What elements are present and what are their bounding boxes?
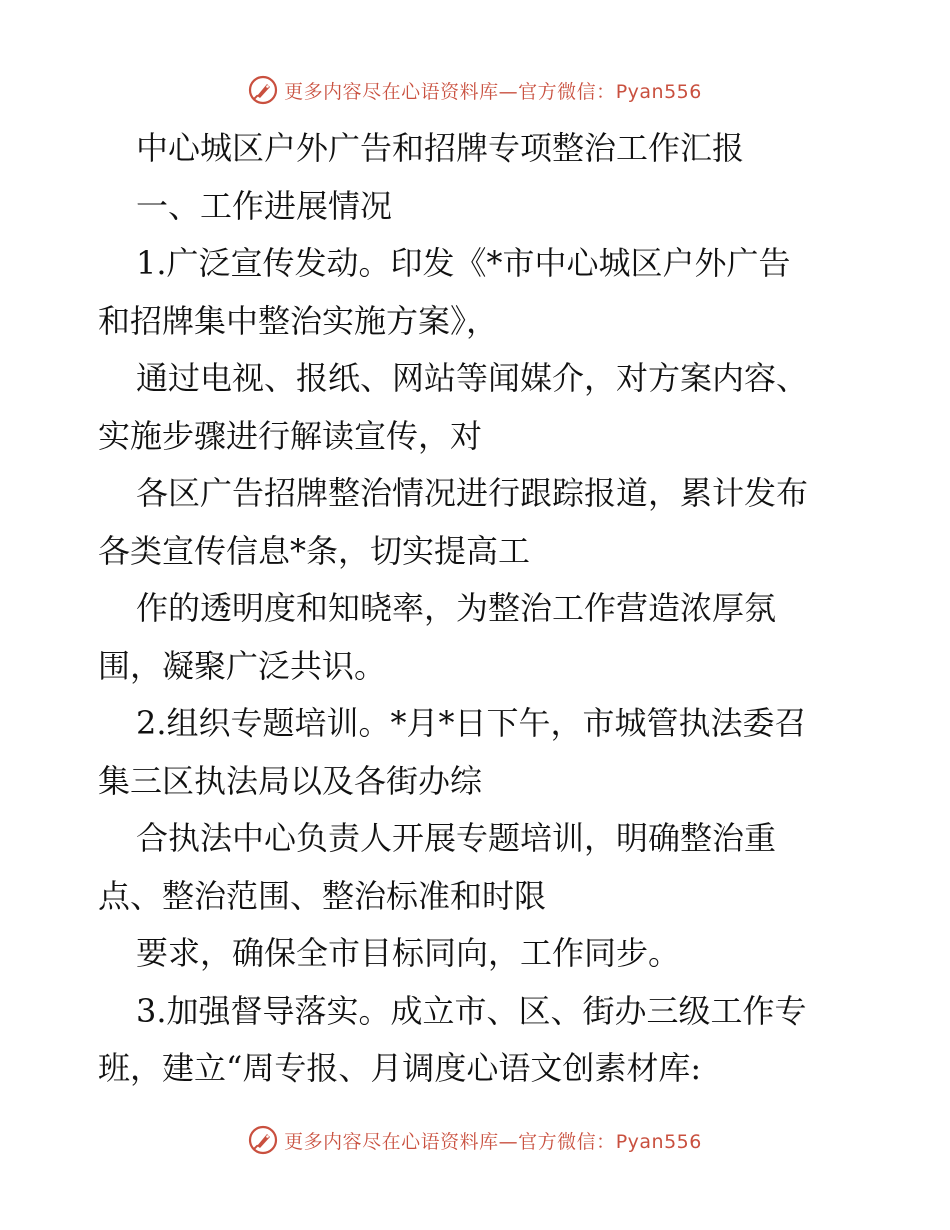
document-line: 实施步骤进行解读宣传，对 (98, 416, 483, 455)
watermark-wechat-label: 官方微信： (518, 1130, 616, 1153)
document-body (98, 120, 858, 1098)
pen-nib-logo-icon (248, 75, 278, 105)
document-line: 围，凝聚广泛共识。 (98, 646, 387, 685)
header-watermark (0, 70, 950, 110)
watermark-wechat-label: 官方微信： (518, 80, 616, 103)
document-line: 通过电视、报纸、网站等闻媒介，对方案内容、 (136, 359, 809, 397)
document-line: 点、整治范围、整治标准和时限 (98, 876, 547, 915)
watermark-wechat-id: Pyan556 (615, 80, 702, 103)
document-line: 中心城区户外广告和招牌专项整治工作汇报 (136, 129, 745, 167)
watermark-separator: — (498, 1130, 519, 1153)
document-line: 合执法中心负责人开展专题培训，明确整治重 (136, 819, 777, 857)
document-line: 2.组织专题培训。*月*日下午，市城管执法委召 (136, 704, 807, 742)
document-line: 3.加强督导落实。成立市、区、街办三级工作专 (136, 991, 807, 1030)
document-line: 作的透明度和知晓率，为整治工作营造浓厚氛 (136, 589, 777, 627)
document-line: 班，建立“周专报、月调度心语文创素材库: (98, 1049, 702, 1087)
document-line: 各区广告招牌整治情况进行跟踪报道，累计发布 (136, 474, 809, 512)
document-line: 集三区执法局以及各街办综 (98, 761, 483, 800)
document-line: 1.广泛宣传发动。印发《*市中心城区户外广告 (136, 244, 791, 282)
footer-watermark (0, 1120, 950, 1160)
watermark-wechat-id: Pyan556 (615, 1130, 702, 1153)
document-line: 要求，确保全市目标同向，工作同步。 (136, 934, 681, 972)
pen-nib-logo-icon (248, 1125, 278, 1155)
watermark-separator: — (498, 80, 519, 103)
watermark-text (284, 77, 702, 104)
document-line: 一、工作进展情况 (136, 186, 393, 225)
watermark-main-text: 更多内容尽在心语资料库 (284, 80, 499, 103)
watermark-main-text: 更多内容尽在心语资料库 (284, 1130, 499, 1153)
document-line: 和招牌集中整治实施方案》， (98, 301, 499, 340)
document-line: 各类宣传信息*条，切实提高工 (98, 531, 531, 570)
watermark-text (284, 1127, 702, 1154)
